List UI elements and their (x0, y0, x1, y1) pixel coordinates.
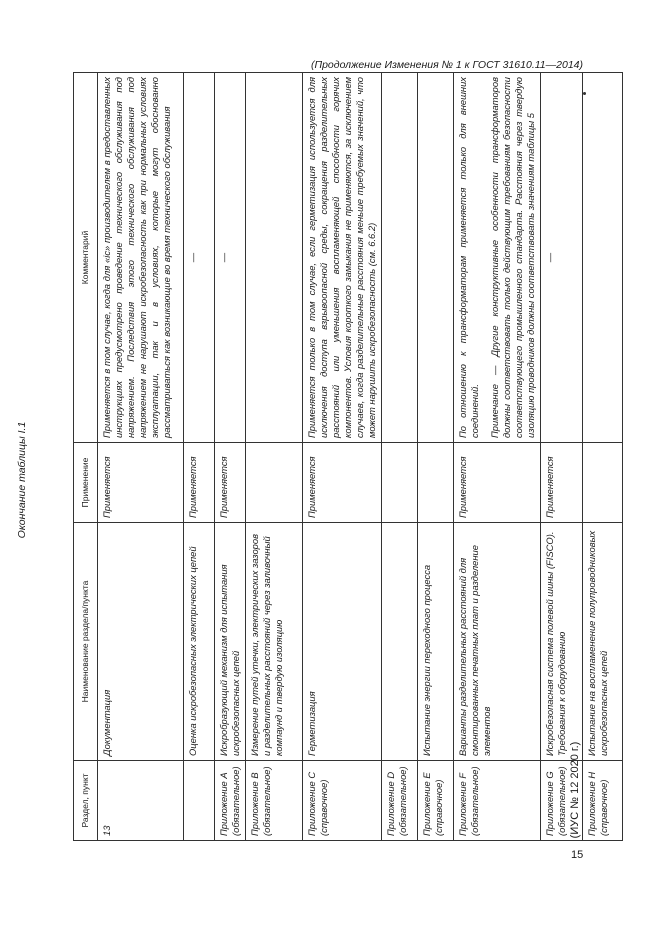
cell-comment: — (541, 73, 583, 443)
cell-name (382, 523, 418, 761)
cell-section: Приложение D (обязательное) (382, 761, 418, 841)
table-row (303, 73, 382, 841)
cell-name: Герметизация (303, 523, 382, 761)
cell-section: Приложение C (справочное) (303, 761, 382, 841)
table-row (583, 73, 623, 841)
table-row (382, 73, 418, 841)
cell-section: 13 (98, 761, 184, 841)
comment-text: Применяется в том случае, когда для «ic» производителем в предоставленных инструкциях предусмотрено проведение технического обслуживания под напряжением. Последствия этого технического обслуживания под напряжением не нарушают искробезопасность как при нормальных условиях эксплуатации, так и в условиях, которые могут обоснованно рассматриваться как возникающие во время технического обслуживания (101, 77, 173, 438)
col-header-application: Применение (74, 443, 98, 523)
cell-section: Приложение E (справочное) (418, 761, 454, 841)
cell-comment (303, 73, 382, 443)
table-row (418, 73, 454, 841)
col-header-name: Наименование раздела/пункта (74, 523, 98, 761)
cell-application: Применяется (541, 443, 583, 523)
page-header: (Продолжение Изменения № 1 к ГОСТ 31610.11—2014) (310, 59, 583, 71)
table-row (246, 73, 303, 841)
cell-comment (382, 73, 418, 443)
cell-name: Измерение путей утечки, электрических зазоров и разделительных расстояний через заливочный компаунд и твердую изоляцию (246, 523, 303, 761)
cell-comment: — (215, 73, 246, 443)
col-header-section: Раздел, пункт (74, 761, 98, 841)
cell-application: Применяется (454, 443, 541, 523)
cell-application (418, 443, 454, 523)
table-row (454, 73, 541, 841)
cell-section (184, 761, 215, 841)
table-row (98, 73, 184, 841)
cell-application: Применяется (215, 443, 246, 523)
cell-name: Варианты разделительных расстояний для смонтированных печатных плат и разделение элементов (454, 523, 541, 761)
cell-section: Приложение B (обязательное) (246, 761, 303, 841)
cell-section: Приложение H (справочное) (583, 761, 623, 841)
ius-note: (ИУС № 12 2020 г.) (569, 741, 581, 839)
table-row (215, 73, 246, 841)
cell-name: Испытание на воспламенение полупроводниковых искробезопасных цепей (583, 523, 623, 761)
cell-comment (246, 73, 303, 443)
cell-comment (454, 73, 541, 443)
cell-application: Применяется (98, 443, 184, 523)
page-number: 15 (571, 849, 584, 861)
cell-comment: — (184, 73, 215, 443)
col-header-comment: Комментарий (74, 73, 98, 443)
cell-comment (583, 73, 623, 443)
cell-section: Приложение F (обязательное) (454, 761, 541, 841)
cell-name: Искробразующий механизм для испытания искробезопасных цепей (215, 523, 246, 761)
cell-application: Применяется (303, 443, 382, 523)
cell-name: Оценка искробезопасных электрических цепей (184, 523, 215, 761)
table-row (184, 73, 215, 841)
table-title: Окончание таблицы I.1 (16, 421, 28, 539)
cell-comment (98, 73, 184, 443)
cell-application (246, 443, 303, 523)
cell-application (583, 443, 623, 523)
cell-name: Испытание энергии переходного процесса (418, 523, 454, 761)
comment-note: Примечание — Другие конструктивные особенности трансформаторов должны соответствовать только действующим требованиям безопасности соответствующего промышленного стандарта. Расстояния через твердую изоляцию проводников должны соответствовать значениям таблицы 5 (489, 77, 537, 438)
table-row (541, 73, 583, 841)
cell-section: Приложение A (обязательное) (215, 761, 246, 841)
cell-name: Документация (98, 523, 184, 761)
table-header-row (74, 73, 98, 841)
application-table (73, 72, 623, 841)
comment-text: По отношению к трансформаторам применяется только для внешних соединений. (457, 77, 481, 438)
cell-application: Применяется (184, 443, 215, 523)
cell-comment (418, 73, 454, 443)
comment-text: Применяется только в том случае, если герметизация используется для исключения доступа взрывоопасной среды, сокращения разделительных расстояний или уменьшения воспламеняющей способности горячих компонентов. Условия короткого замыкания не применяются, за исключением случаев, когда разделительные расстояния меньше требуемых значений, что может нарушить искробезопасность (см. 6.6.2) (306, 77, 378, 438)
cell-name: Искробезопасная система полевой шины (FISCO). Требования к оборудованию (541, 523, 583, 761)
cell-application (382, 443, 418, 523)
cell-section: Приложение G (обязательное) (541, 761, 583, 841)
